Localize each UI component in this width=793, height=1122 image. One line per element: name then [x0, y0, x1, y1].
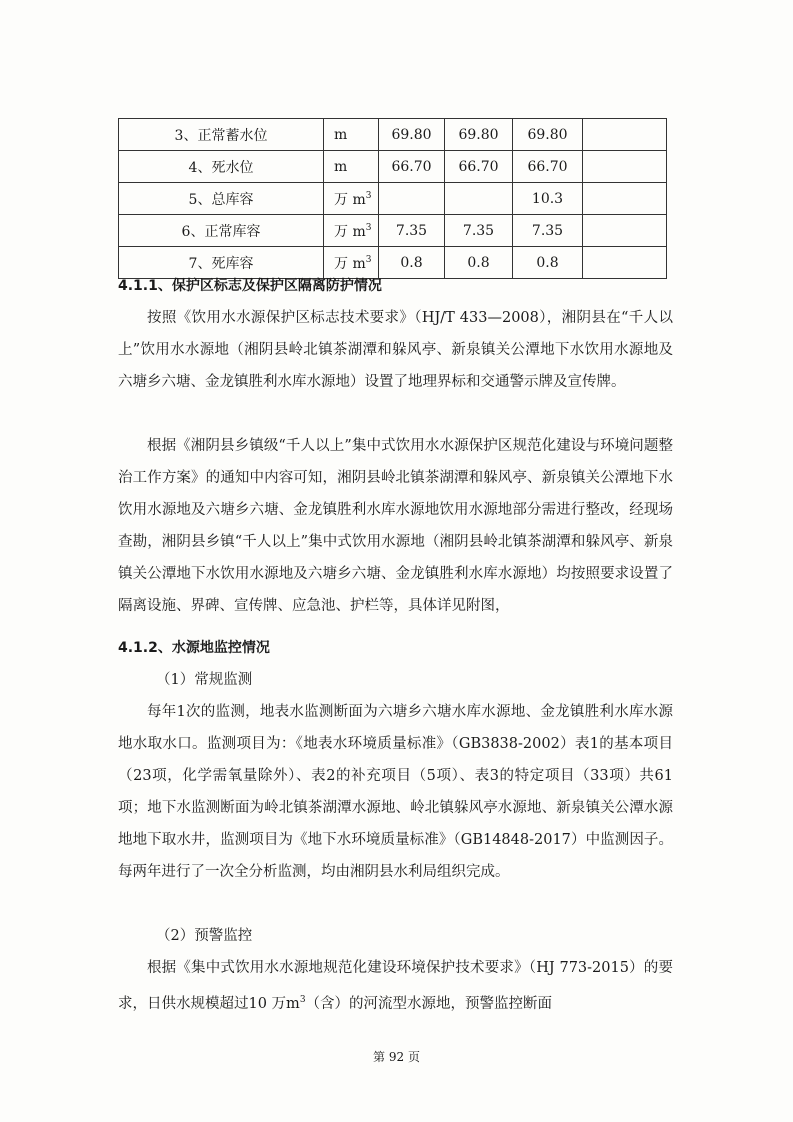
row-name-cell — [119, 119, 324, 151]
unit-cell — [324, 119, 379, 151]
value-cell — [379, 119, 445, 151]
warning-monitoring-subheading: （2）预警监控 — [156, 928, 253, 944]
value-cell-text: 0.8 — [536, 254, 559, 271]
unit-cell — [324, 215, 379, 247]
table-row — [119, 183, 667, 215]
row-name-cell — [119, 151, 324, 183]
row-name-cell — [119, 215, 324, 247]
unit-superscript: 3 — [365, 222, 372, 233]
row-name-cell-text: 6、正常库容 — [181, 223, 261, 240]
value-cell — [583, 183, 667, 215]
value-cell-text: 0.8 — [400, 254, 423, 271]
section-4-1-1-paragraph-2: 根据《湘阴县乡镇级“千人以上”集中式饮用水水源保护区规范化建设与环境问题整治工作方案》的通知中内容可知，湘阴县岭北镇茶湖潭和躲风亭、新泉镇关公潭地下水饮用水源地及六塘乡六塘、金龙镇胜利水库水源地饮用水源地部分需进行整改，经现场查勘，湘阴县乡镇“千人以上”集中式饮用水源地（湘阴县岭北镇茶湖潭和躲风亭、新泉镇关公潭地下水饮用水源地及六塘乡六塘、金龙镇胜利水库水源地）均按照要求设置了隔离设施、界碑、宣传牌、应急池、护栏等，具体详见附图， — [118, 438, 673, 614]
section-4-1-2-heading: 4.1.2、水源地监控情况 — [118, 640, 270, 656]
row-name-cell-text: 5、总库容 — [188, 191, 254, 208]
value-cell — [445, 215, 513, 247]
value-cell — [379, 151, 445, 183]
section-4-1-1-paragraph-1: 按照《饮用水水源保护区标志技术要求》（HJ/T 433—2008），湘阴县在“千人以上”饮用水水源地（湘阴县岭北镇茶湖潭和躲风亭、新泉镇关公潭地下水饮用水源地及六塘乡六塘、金龙镇胜利水库水源地）设置了地理界标和交通警示牌及宣传牌。 — [118, 310, 673, 390]
unit-cell-text: 万 m — [334, 255, 366, 272]
unit-cell — [324, 151, 379, 183]
value-cell — [583, 151, 667, 183]
value-cell — [513, 151, 583, 183]
value-cell — [379, 215, 445, 247]
reservoir-parameter-table — [118, 118, 667, 279]
row-name-cell — [119, 183, 324, 215]
value-cell — [513, 183, 583, 215]
value-cell-text: 66.70 — [458, 158, 499, 175]
value-cell — [513, 119, 583, 151]
value-cell-text: 69.80 — [527, 126, 568, 143]
value-cell — [445, 119, 513, 151]
row-name-cell-text: 7、死库容 — [188, 255, 254, 272]
unit-cell — [324, 183, 379, 215]
value-cell-text: 69.80 — [391, 126, 432, 143]
value-cell — [513, 215, 583, 247]
value-cell-text: 7.35 — [395, 222, 428, 239]
value-cell-text: 66.70 — [527, 158, 568, 175]
value-cell-text: 66.70 — [391, 158, 432, 175]
unit-superscript: 3 — [365, 254, 372, 265]
row-name-cell-text: 4、死水位 — [188, 159, 254, 176]
warning-paragraph-text-b: （含）的河流型水源地，预警监控断面 — [305, 996, 553, 1012]
value-cell — [583, 215, 667, 247]
page-number: 第 92 页 — [373, 1050, 420, 1064]
value-cell-text: 7.35 — [531, 222, 564, 239]
unit-cell-text: m — [334, 159, 348, 175]
section-4-1-1-heading: 4.1.1、保护区标志及保护区隔离防护情况 — [118, 278, 382, 294]
warning-paragraph-text-a: 根据《集中式饮用水水源地规范化建设环境保护技术要求》（HJ 773-2015）的要求，日供水规模超过10 万m — [118, 960, 673, 1012]
routine-monitoring-subheading: （1）常规监测 — [156, 672, 253, 688]
value-cell — [583, 119, 667, 151]
value-cell — [379, 183, 445, 215]
value-cell-text: 69.80 — [458, 126, 499, 143]
value-cell — [445, 183, 513, 215]
table-body — [119, 119, 667, 279]
routine-monitoring-paragraph: 每年1次的监测，地表水监测断面为六塘乡六塘水库水源地、金龙镇胜利水库水源地水取水口。监测项目为：《地表水环境质量标准》（GB3838-2002）表1的基本项目（23项，化学需氧量除外）、表2的补充项目（5项）、表3的特定项目（33项）共61项；地下水监测断面为岭北镇茶湖潭水源地、岭北镇躲风亭水源地、新泉镇关公潭水源地地下取水井，监测项目为《地下水环境质量标准》（GB14848-2017）中监测因子。每两年进行了一次全分析监测，均由湘阴县水利局组织完成。 — [118, 704, 673, 880]
table-row — [119, 215, 667, 247]
warning-monitoring-paragraph — [118, 952, 673, 1020]
warning-paragraph-superscript: 3 — [299, 995, 306, 1005]
unit-cell-text: 万 m — [334, 223, 366, 240]
unit-superscript: 3 — [365, 190, 372, 201]
value-cell — [445, 151, 513, 183]
table-row — [119, 151, 667, 183]
table-row — [119, 119, 667, 151]
row-name-cell-text: 3、正常蓄水位 — [174, 127, 268, 144]
value-cell-text: 0.8 — [467, 254, 490, 271]
unit-cell-text: 万 m — [334, 191, 366, 208]
value-cell-text: 7.35 — [462, 222, 495, 239]
value-cell-text: 10.3 — [531, 190, 564, 207]
unit-cell-text: m — [334, 127, 348, 143]
